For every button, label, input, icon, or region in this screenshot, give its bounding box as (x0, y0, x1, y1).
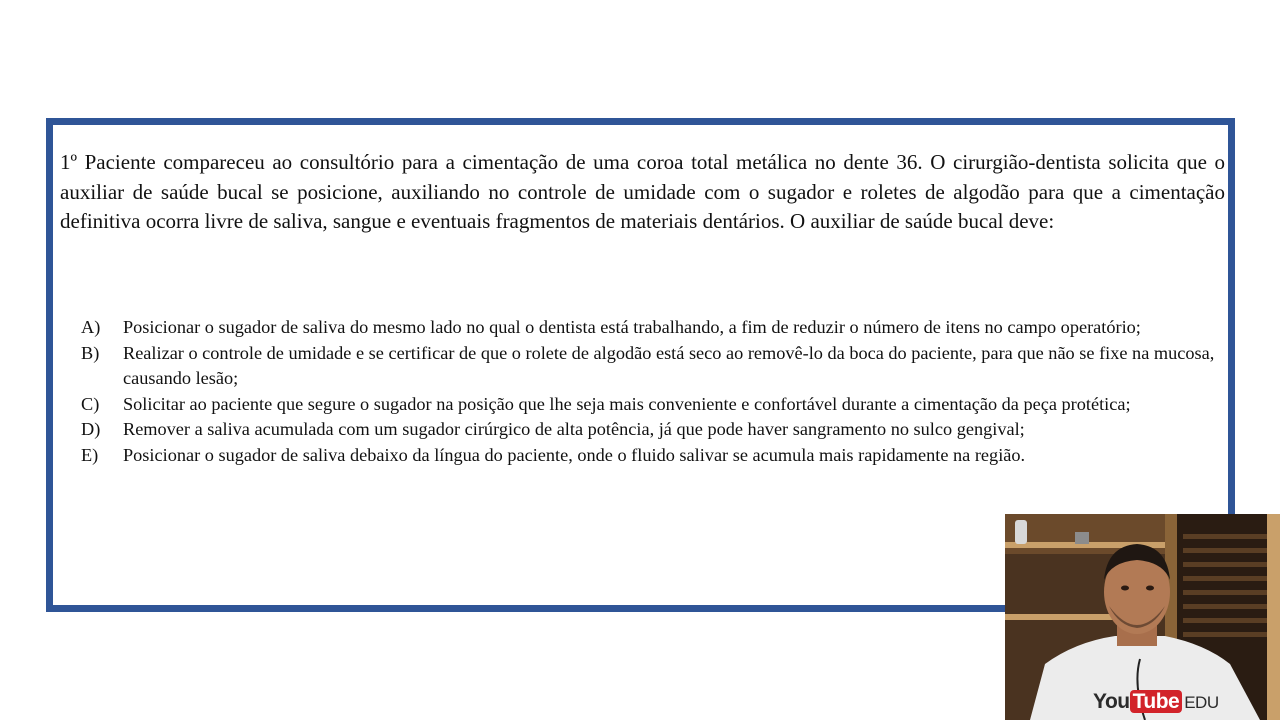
webcam-overlay (1005, 514, 1280, 720)
option-d[interactable] (81, 417, 1221, 443)
option-letter: A) (81, 317, 101, 337)
option-e[interactable] (81, 443, 1221, 469)
option-text: Posicionar o sugador de saliva debaixo da língua do paciente, onde o fluido salivar se acumula mais rapidamente na região. (123, 444, 1026, 465)
option-text: Posicionar o sugador de saliva do mesmo lado no qual o dentista está trabalhando, a fim de reduzir o número de itens no campo operatório; (123, 317, 1141, 337)
option-letter: D) (81, 419, 101, 440)
question-stem: 1º Paciente compareceu ao consultório para a cimentação de uma coroa total metálica no dente 36. O cirurgião-dentista solicita que o auxiliar de saúde bucal se posicione, auxiliando no controle de umidade com o sugador e roletes de algodão para que a cimentação definitiva ocorra livre de saliva, sangue e eventuais fragmentos de materiais dentários. O auxiliar de saúde bucal deve: (60, 150, 1225, 233)
answer-options (81, 315, 1221, 469)
option-text: Solicitar ao paciente que segure o sugador na posição que lhe seja mais conveniente e confortável durante a cimentação da peça protética; (123, 393, 1131, 414)
option-c[interactable] (81, 392, 1221, 418)
option-text: Realizar o controle de umidade e se certificar de que o rolete de algodão está seco ao removê-lo da boca do paciente, para que não se fixe na mucosa, causando lesão; (123, 342, 1215, 389)
option-a[interactable] (81, 315, 1221, 341)
logo-text-tube: Tube (1130, 690, 1183, 713)
shirt-logo (1093, 690, 1219, 714)
option-text: Remover a saliva acumulada com um sugador cirúrgico de alta potência, já que pode haver sangramento no sulco gengival; (123, 419, 1025, 440)
option-b[interactable] (81, 341, 1221, 392)
option-letter: C) (81, 393, 100, 414)
option-letter: E) (81, 444, 99, 465)
logo-text-you: You (1093, 690, 1130, 713)
logo-text-edu: EDU (1184, 693, 1219, 712)
option-letter: B) (81, 342, 100, 363)
